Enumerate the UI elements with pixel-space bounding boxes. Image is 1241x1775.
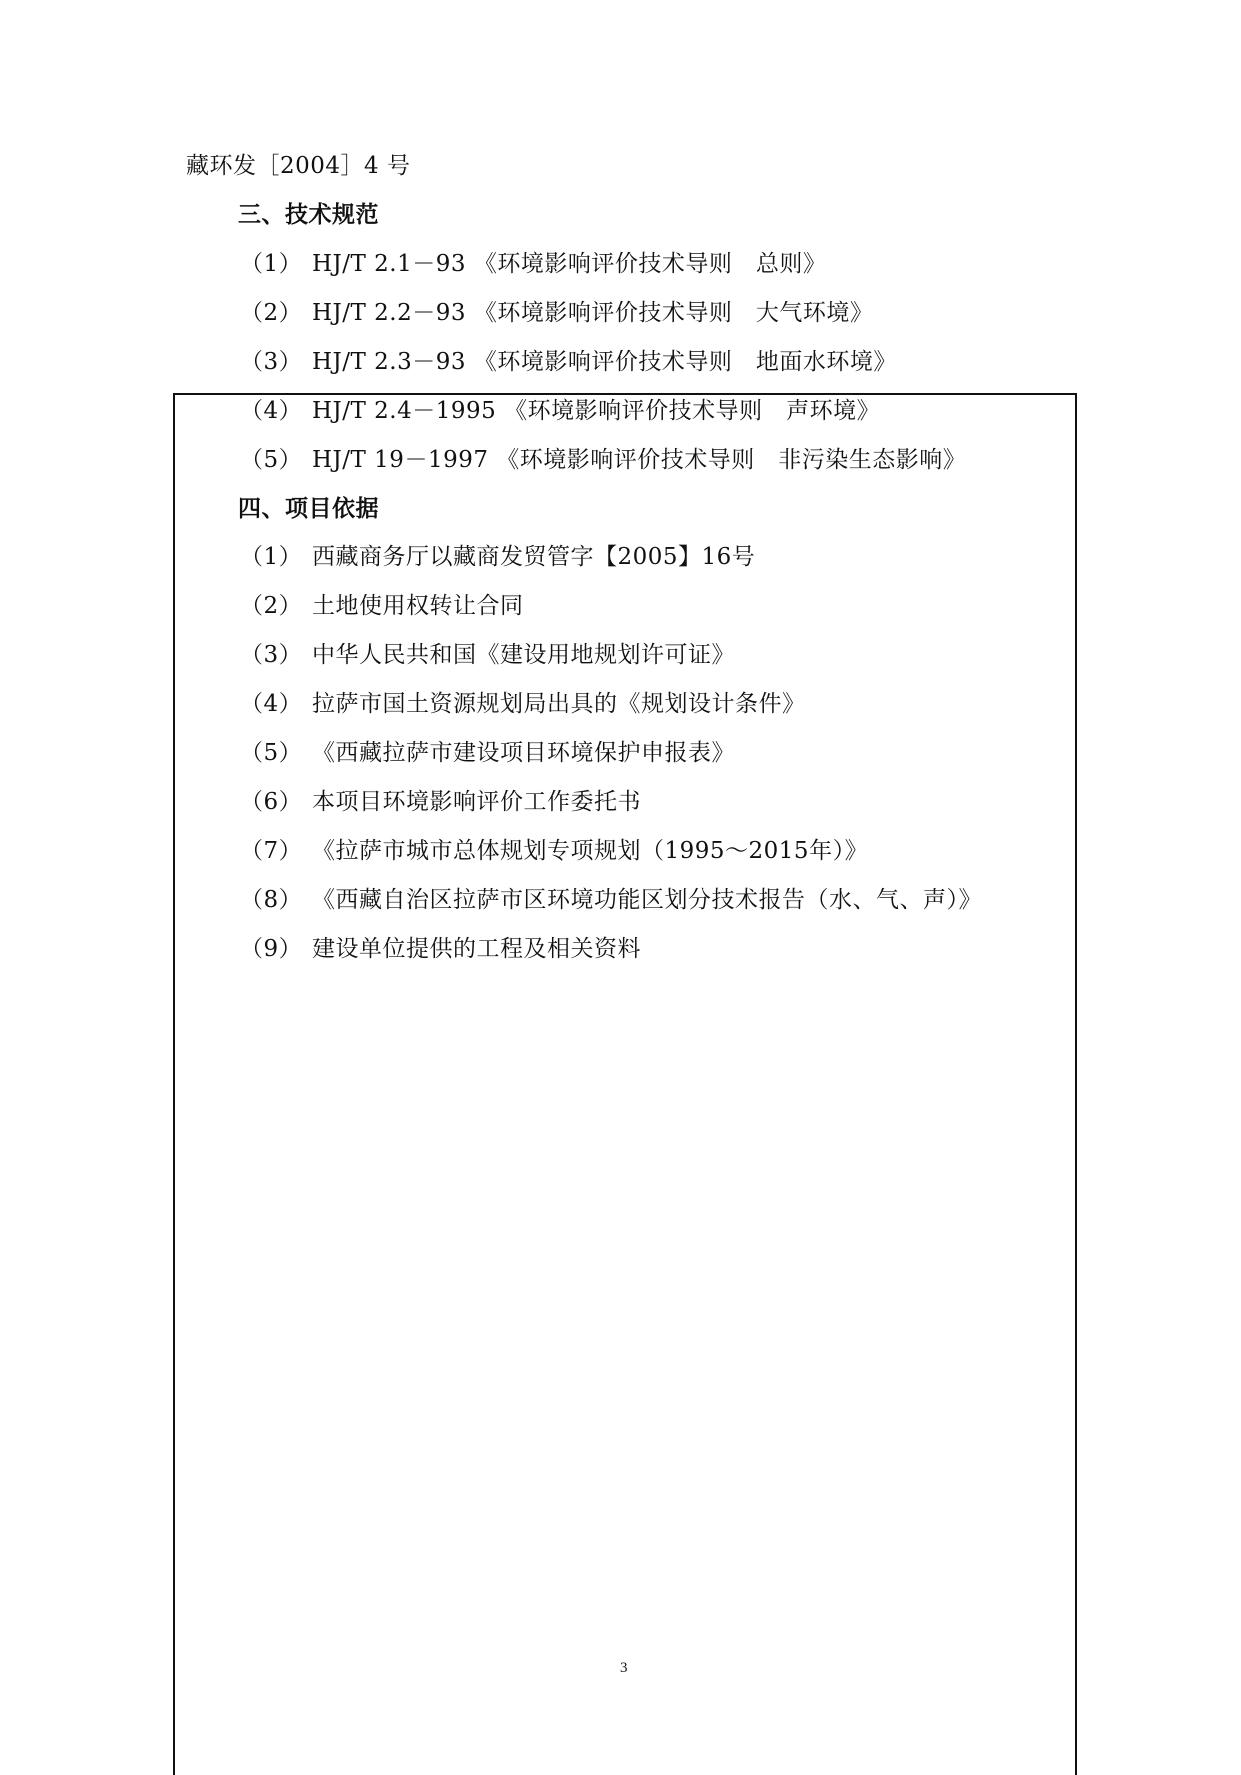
item-text: 中华人民共和国《建设用地规划许可证》: [312, 642, 735, 668]
item-text: 《西藏拉萨市建设项目环境保护申报表》: [312, 740, 735, 766]
item-number: （7）: [240, 838, 303, 864]
section-heading-tech: 三、技术规范: [238, 201, 379, 228]
list-item: [240, 787, 641, 817]
item-number: （4）: [240, 691, 303, 717]
item-text: HJ/T 2.1－93 《环境影响评价技术导则 总则》: [312, 251, 827, 277]
item-number: （3）: [240, 349, 303, 375]
item-number: （1）: [240, 544, 303, 570]
item-text: 西藏商务厅以藏商发贸管字【2005】16号: [312, 544, 756, 570]
list-item: [240, 445, 966, 475]
item-text: 本项目环境影响评价工作委托书: [312, 789, 641, 815]
item-number: （4）: [240, 398, 303, 424]
item-number: （6）: [240, 789, 303, 815]
item-text: HJ/T 2.4－1995 《环境影响评价技术导则 声环境》: [312, 398, 881, 424]
list-item: [240, 885, 982, 915]
list-item: [240, 689, 806, 719]
item-number: （1）: [240, 251, 303, 277]
item-number: （2）: [240, 300, 303, 326]
list-item: [240, 934, 641, 964]
lead-line: 藏环发［2004］4 号: [186, 153, 411, 179]
list-item: [240, 347, 897, 377]
section-heading-basis: 四、项目依据: [238, 495, 379, 522]
list-item: [240, 591, 524, 621]
item-number: （3）: [240, 642, 303, 668]
item-text: HJ/T 2.3－93 《环境影响评价技术导则 地面水环境》: [312, 349, 897, 375]
item-number: （8）: [240, 887, 303, 913]
list-item: [240, 298, 873, 328]
list-item: [240, 738, 735, 768]
item-text: 《西藏自治区拉萨市区环境功能区划分技术报告（水、气、声）》: [312, 887, 982, 913]
page-number: 3: [620, 1660, 628, 1676]
item-text: 拉萨市国土资源规划局出具的《规划设计条件》: [312, 691, 806, 717]
item-number: （9）: [240, 936, 303, 962]
list-item: [240, 640, 735, 670]
item-text: HJ/T 2.2－93 《环境影响评价技术导则 大气环境》: [312, 300, 874, 326]
list-item: [240, 836, 868, 866]
list-item: [240, 542, 755, 572]
item-text: 《拉萨市城市总体规划专项规划（1995～2015年）》: [312, 838, 869, 864]
item-number: （5）: [240, 740, 303, 766]
item-number: （2）: [240, 593, 303, 619]
item-text: 土地使用权转让合同: [312, 593, 524, 619]
item-number: （5）: [240, 447, 303, 473]
list-item: [240, 249, 826, 279]
list-item: [240, 396, 880, 426]
item-text: HJ/T 19－1997 《环境影响评价技术导则 非污染生态影响》: [312, 447, 967, 473]
item-text: 建设单位提供的工程及相关资料: [312, 936, 641, 962]
